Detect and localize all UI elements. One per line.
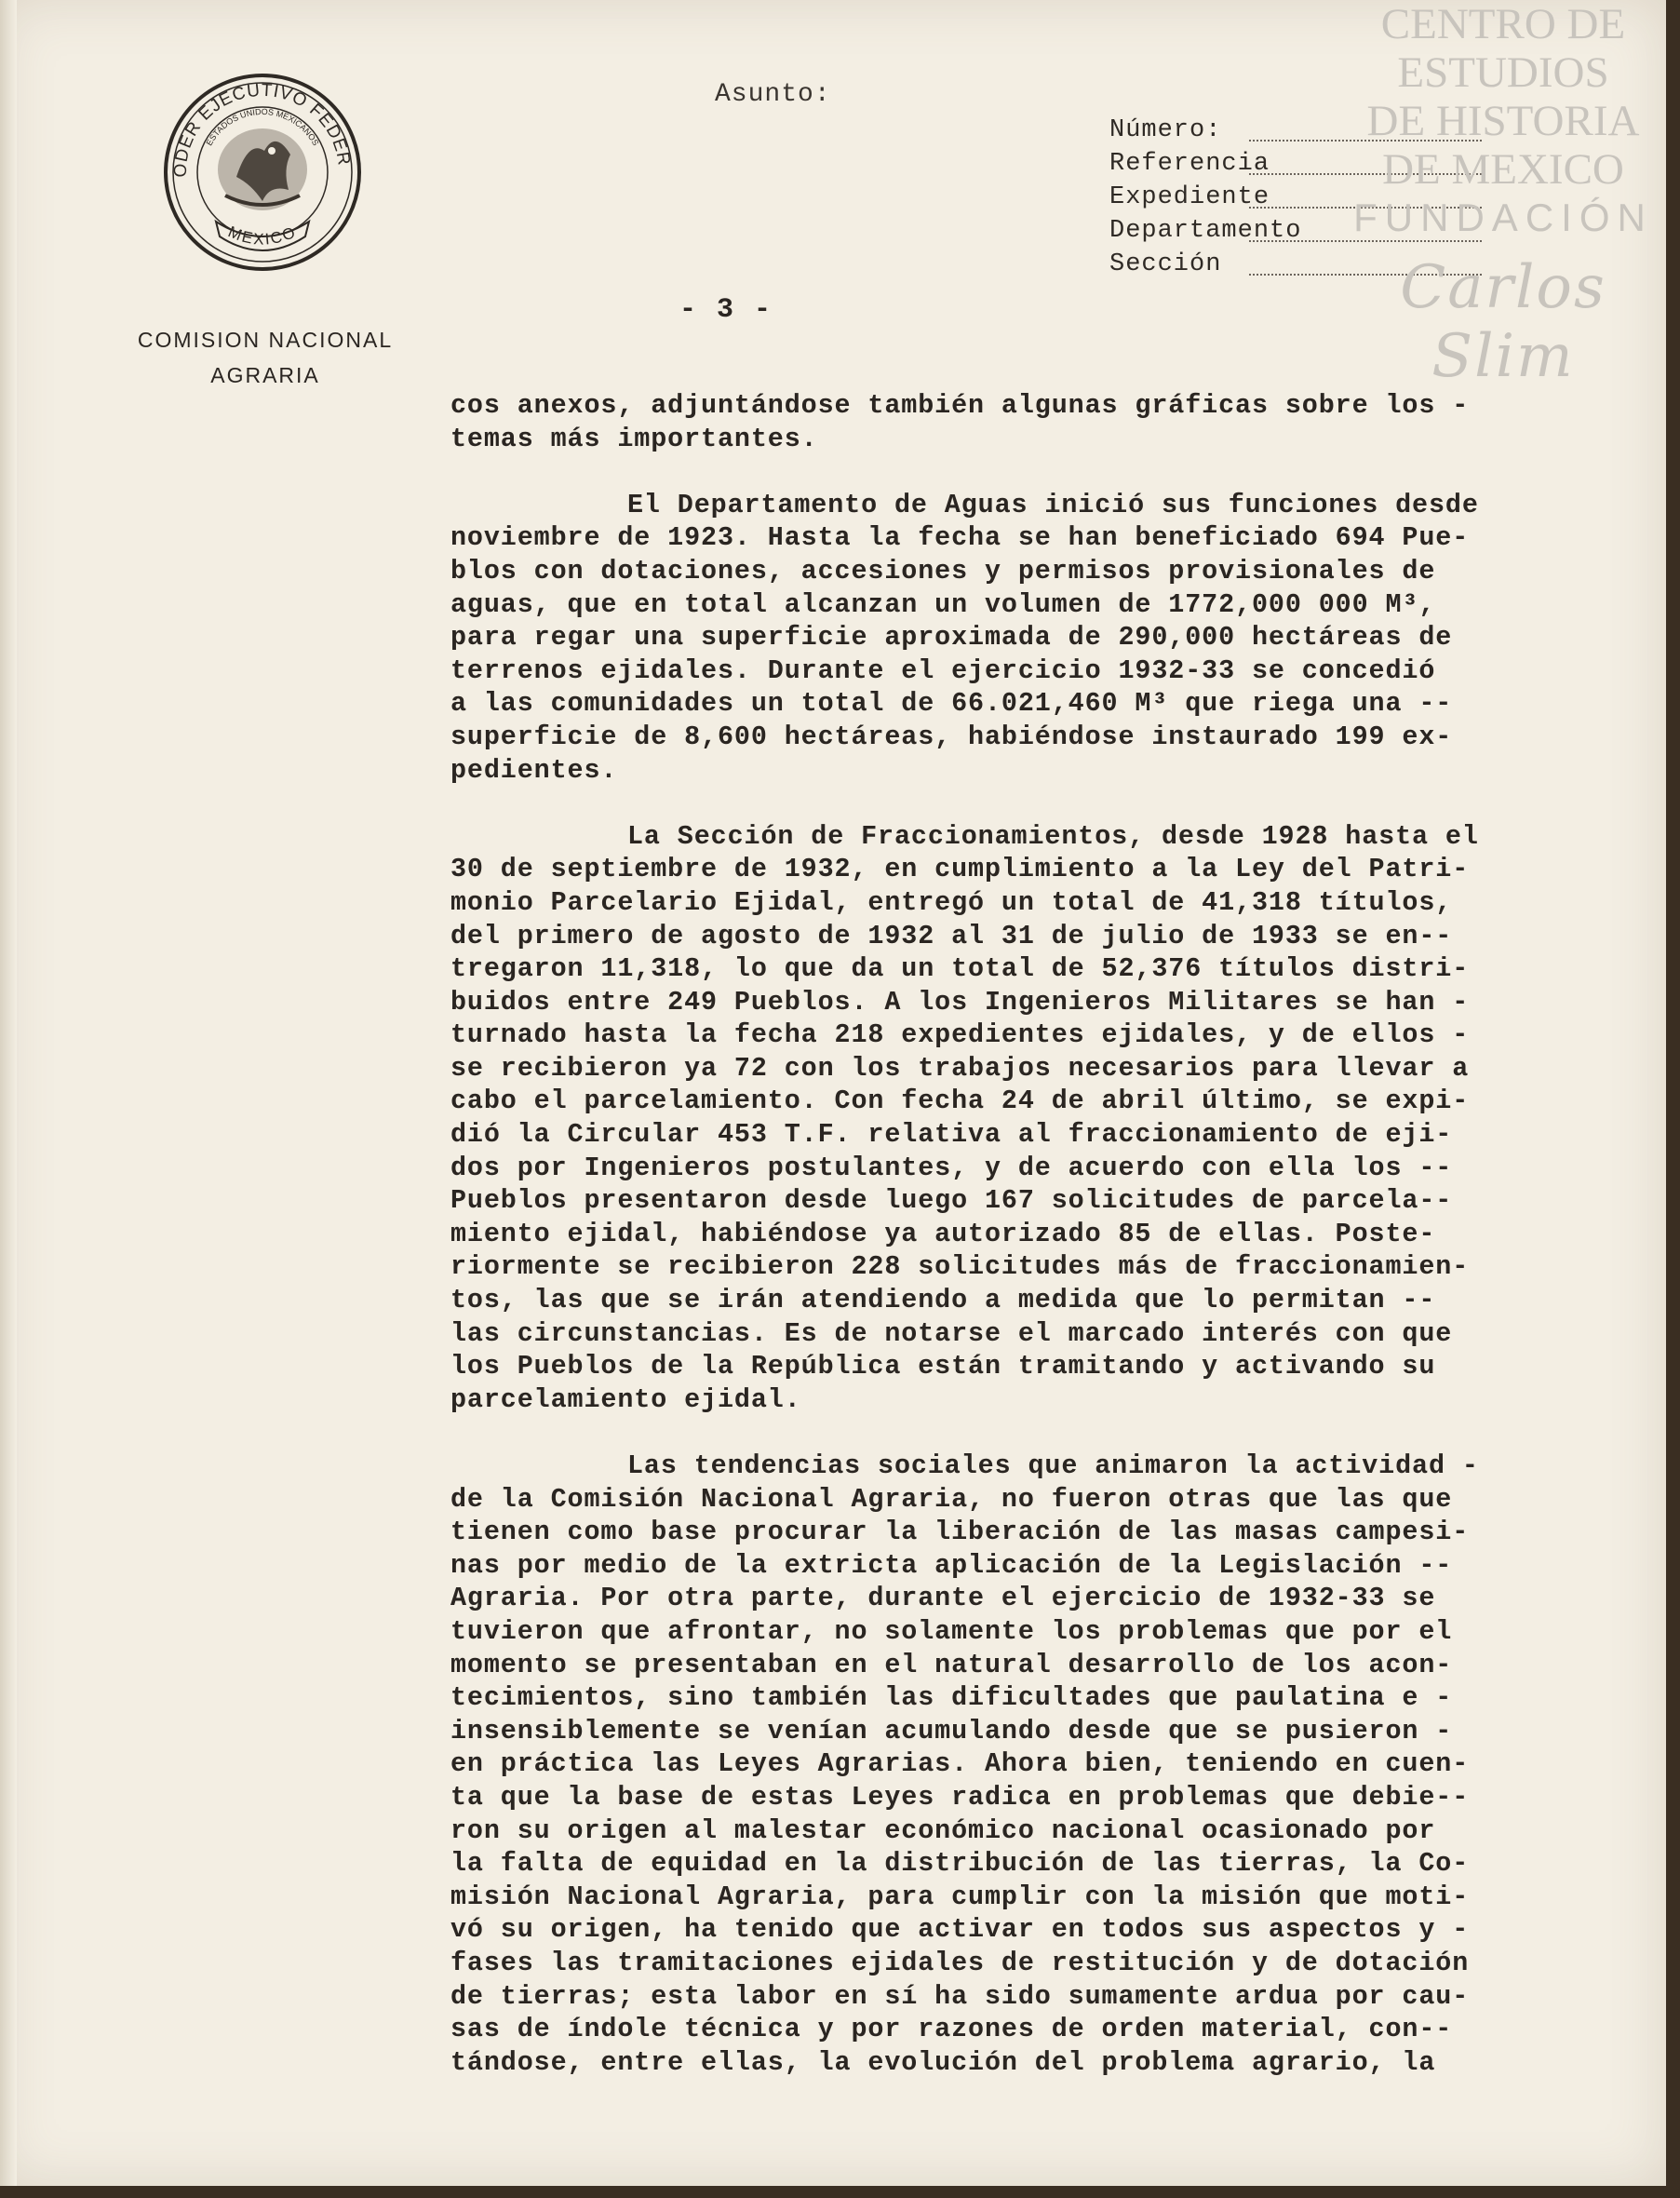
- text-line: tándose, entre ellas, la evolución del problema agrario, la: [450, 2046, 1436, 2078]
- text-line: Agraria. Por otra parte, durante el ejercicio de 1932-33 se: [450, 1583, 1436, 1614]
- text-line: terrenos ejidales. Durante el ejercicio 1932-33 se concedió: [450, 654, 1436, 686]
- text-line: sas de índole técnica y por razones de orden material, con--: [450, 2014, 1453, 2045]
- federal-seal: [160, 65, 365, 279]
- seal-bottom-text: MEXICO: [225, 222, 300, 249]
- text-line: a las comunidades un total de 66.021,460 M³ que riega una --: [450, 688, 1453, 720]
- text-line: tienen como base procurar la liberación de las masas campesi-: [450, 1517, 1470, 1548]
- text-line: ta que la base de estas Leyes radica en problemas que debie--: [450, 1781, 1470, 1813]
- text-line: de tierras; esta labor en sí ha sido sumamente ardua por cau-: [450, 1980, 1470, 2012]
- watermark-line: CENTRO DE: [1380, 0, 1626, 48]
- agency-name: [112, 322, 419, 393]
- text-line: cos anexos, adjuntándose también algunas gráficas sobre los -: [450, 390, 1470, 421]
- text-line: parcelamiento ejidal.: [450, 1383, 801, 1415]
- text-line: tuvieron que afrontar, no solamente los problemas que por el: [450, 1615, 1453, 1647]
- text-line: dió la Circular 453 T.F. relativa al fraccionamiento de eji-: [450, 1119, 1453, 1151]
- text-line: fases las tramitaciones ejidales de restitución y de dotación: [450, 1947, 1470, 1978]
- watermark-signature: Carlos Slim: [1400, 253, 1606, 391]
- page-number: - 3 -: [679, 294, 773, 326]
- text-line: turnado hasta la fecha 218 expedientes ejidales, y de ellos -: [450, 1019, 1470, 1051]
- text-line: tecimientos, sino también las dificultades que paulatina e -: [450, 1682, 1453, 1714]
- eagle-emblem-icon: [218, 128, 307, 210]
- text-line: Pueblos presentaron desde luego 167 solicitudes de parcela--: [450, 1185, 1453, 1217]
- field-label: Sección: [1109, 250, 1222, 278]
- text-line: dos por Ingenieros postulantes, y de acuerdo con ella los --: [450, 1152, 1453, 1183]
- watermark-line: ESTUDIOS: [1397, 48, 1609, 97]
- body-text: [450, 389, 1633, 2079]
- text-line: aguas, que en total alcanzan un volumen de 1772,000 000 M³,: [450, 588, 1436, 620]
- agency-line-2: AGRARIA: [210, 363, 320, 387]
- text-line: vó su origen, ha tenido que activar en todos sus aspectos y -: [450, 1914, 1470, 1946]
- text-line: momento se presentaban en el natural desarrollo de los acon-: [450, 1649, 1453, 1680]
- asunto-label: Asunto:: [715, 80, 831, 109]
- field-label: Expediente: [1109, 183, 1270, 211]
- agency-line-1: COMISION NACIONAL: [137, 328, 394, 352]
- text-line: la falta de equidad en la distribución de las tierras, la Co-: [450, 1848, 1470, 1880]
- text-line: se recibieron ya 72 con los trabajos necesarios para llevar a: [450, 1052, 1470, 1084]
- seal-inner-text: ESTADOS UNIDOS MEXICANOS: [204, 106, 321, 148]
- paragraph: [450, 820, 1633, 1417]
- text-line: ron su origen al malestar económico nacional ocasionado por: [450, 1814, 1436, 1846]
- text-line: blos con dotaciones, accesiones y permisos provisionales de: [450, 555, 1436, 587]
- text-line: La Sección de Fraccionamientos, desde 1928 hasta el: [627, 820, 1479, 852]
- page-edge: [0, 0, 17, 2186]
- text-line: tregaron 11,318, lo que da un total de 52,376 títulos distri-: [450, 953, 1470, 985]
- text-line: riormente se recibieron 228 solicitudes más de fraccionamien-: [450, 1251, 1470, 1283]
- text-line: temas más importantes.: [450, 423, 818, 454]
- text-line: tos, las que se irán atendiendo a medida que lo permitan --: [450, 1285, 1436, 1316]
- paragraph: [450, 489, 1633, 787]
- text-line: misión Nacional Agraria, para cumplir con la misión que moti-: [450, 1881, 1470, 1912]
- text-line: las circunstancias. Es de notarse el marcado interés con que: [450, 1317, 1453, 1349]
- text-line: de la Comisión Nacional Agraria, no fueron otras que las que: [450, 1483, 1453, 1515]
- text-line: los Pueblos de la República están tramitando y activando su: [450, 1351, 1436, 1382]
- archive-watermark: [1340, 0, 1666, 410]
- text-line: El Departamento de Aguas inició sus funciones desde: [627, 489, 1479, 520]
- text-line: miento ejidal, habiéndose ya autorizado 85 de ellas. Poste-: [450, 1218, 1436, 1249]
- text-line: nas por medio de la extricta aplicación de la Legislación --: [450, 1549, 1453, 1581]
- text-line: del primero de agosto de 1932 al 31 de julio de 1933 se en--: [450, 920, 1453, 951]
- text-line: pedientes.: [450, 754, 618, 786]
- paragraph: [450, 389, 1633, 455]
- text-line: buidos entre 249 Pueblos. A los Ingenieros Militares se han -: [450, 986, 1470, 1018]
- text-line: Las tendencias sociales que animaron la actividad -: [627, 1450, 1479, 1481]
- text-line: noviembre de 1923. Hasta la fecha se han beneficiado 694 Pue-: [450, 522, 1470, 554]
- seal-outer-text: ODER EJECUTIVO FEDER: [170, 80, 354, 178]
- watermark-line: DE MEXICO: [1382, 145, 1624, 194]
- watermark-line: DE HISTORIA: [1366, 97, 1640, 145]
- text-line: 30 de septiembre de 1932, en cumplimiento a la Ley del Patri-: [450, 854, 1470, 885]
- paragraph: [450, 1450, 1633, 2079]
- text-line: cabo el parcelamiento. Con fecha 24 de abril último, se expi-: [450, 1086, 1470, 1117]
- field-label: Departamento: [1109, 217, 1302, 245]
- field-label: Número:: [1109, 116, 1222, 144]
- text-line: superficie de 8,600 hectáreas, habiéndose instaurado 199 ex-: [450, 721, 1453, 752]
- watermark-foundation: FUNDACIÓN: [1353, 196, 1653, 239]
- text-line: insensiblemente se venían acumulando desde que se pusieron -: [450, 1715, 1453, 1746]
- text-line: en práctica las Leyes Agrarias. Ahora bien, teniendo en cuen-: [450, 1748, 1470, 1780]
- field-label: Referencia: [1109, 150, 1270, 178]
- text-line: para regar una superficie aproximada de 290,000 hectáreas de: [450, 622, 1453, 654]
- text-line: monio Parcelario Ejidal, entregó un total de 41,318 títulos,: [450, 886, 1453, 918]
